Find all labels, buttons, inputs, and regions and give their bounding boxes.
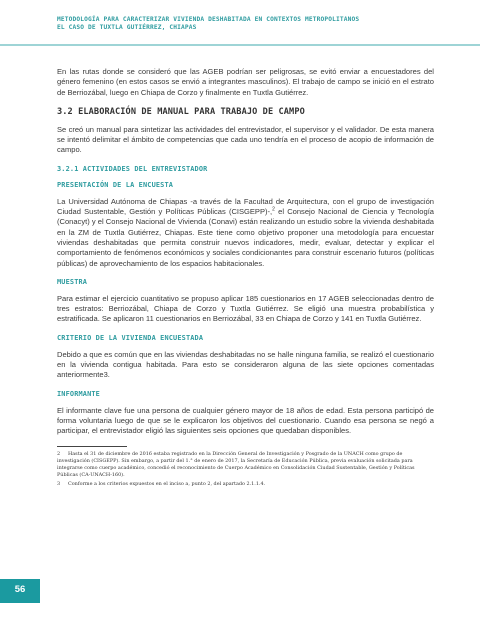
footnote-3 <box>57 481 434 488</box>
footnote-number: 3 <box>57 481 61 488</box>
header-title-line2: EL CASO DE TUXTLA GUTIÉRREZ, CHIAPAS <box>57 24 197 31</box>
heading-muestra: MUESTRA <box>57 277 88 286</box>
page-content <box>57 67 434 491</box>
subsection-heading-3-2-1: 3.2.1 ACTIVIDADES DEL ENTREVISTADOR <box>57 164 208 173</box>
footnote-divider <box>57 446 127 447</box>
presentacion-text-b: el Consejo Nacional de Ciencia y Tecnología (Conacyt) y el Consejo Nacional de Vivienda (Conavi) están realizando un estudio sobre la vivienda deshabitada en la ZM de Tuxtla Gutiérrez, Chiapas. Este tiene como objetivo proponer una metodología para encuestar viviendas deshabitadas que permita construir nuevos indicadores, medir, evaluar, detectar y explicar el comportamiento de fenómenos económicos y sociales condicionantes para construir escenario futuros (políticas públicas) de aprovechamiento de los espacios habitacionales. <box>57 207 434 268</box>
intro-paragraph: En las rutas donde se consideró que las AGEB podrían ser peligrosas, se evitó enviar a encuestadores del género femenino (en estos casos se envió a integrantes masculinos). El trabajo de campo se inició en el estrato de Berriozábal, luego en Chiapa de Corzo y finalmente en Tuxtla Gutiérrez. <box>57 67 434 97</box>
heading-presentacion: PRESENTACIÓN DE LA ENCUESTA <box>57 180 174 189</box>
informante-paragraph: El informante clave fue una persona de cualquier género mayor de 18 años de edad. Esta persona participó de forma voluntaria luego de que se le explicaron los objetivos del cuestionario. Cuando esa persona se negó a participar, el entrevistador eligió las siguientes seis opciones que quedaban disponibles. <box>57 405 434 436</box>
heading-criterio: CRITERIO DE LA VIVIENDA ENCUESTADA <box>57 333 204 342</box>
footnote-text: Hasta el 31 de diciembre de 2016 estaba registrado en la Dirección General de Investigación y Posgrado de la UNACH como grupo de investigación (CISGEPP). Sin embargo, a partir del 1.° de enero de 2017, la Secretaría de Educación Pública, previa evaluación solicitada para integrarse como cuerpo académico, concedió el reconocimiento de Cuerpo Académico en Consolidación Ciudad Sustentable, Gestión y Políticas Públicas (CA-UNACH-160). <box>57 450 415 479</box>
footnote-number: 2 <box>57 450 61 457</box>
footnote-text: Conforme a los criterios expuestos en el inciso a, punto 2, del apartado 2.1.1.4. <box>68 481 266 488</box>
presentacion-paragraph <box>57 197 434 269</box>
section-3-2-paragraph: Se creó un manual para sintetizar las actividades del entrevistador, el supervisor y el validador. De esta manera se intentó delimitar el ámbito de competencias que cada uno tendría en el proceso de acopio de información de campo. <box>57 124 434 155</box>
muestra-paragraph: Para estimar el ejercicio cuantitativo se propuso aplicar 185 cuestionarios en 17 AGEB seleccionadas dentro de tres estratos: Berriozábal, Chiapa de Corzo y Tuxtla Gutiérrez. Se eligió una muestra probabilística y estratificada. Se aplicaron 11 cuestionarios en Berriozábal, 33 en Chiapa de Corzo y 141 en Tuxtla Gutiérrez. <box>57 293 434 324</box>
criterio-paragraph: Debido a que es común que en las viviendas deshabitadas no se halle ninguna familia, se realizó el cuestionario en la vivienda contigua habitada. Para esto se consideraron alguna de las siete opciones comentadas anteriormente3. <box>57 349 434 380</box>
footnote-2 <box>57 451 434 480</box>
header-divider <box>0 44 480 46</box>
page-number: 56 <box>14 584 26 595</box>
footnote-ref-2[interactable]: 2 <box>272 206 275 213</box>
presentacion-text-a: La Universidad Autónoma de Chiapas -a través de la Facultad de Arquitectura, con el grupo de investigación Ciudad Sustentable, Gestión y Políticas Públicas (CISGEPP)-, <box>57 196 434 217</box>
header-title-line1: METODOLOGÍA PARA CARACTERIZAR VIVIENDA DESHABITADA EN CONTEXTOS METROPOLITANOS <box>57 16 360 23</box>
running-header <box>0 0 480 46</box>
heading-informante: INFORMANTE <box>57 389 100 398</box>
section-heading-3-2: 3.2 ELABORACIÓN DE MANUAL PARA TRABAJO DE CAMPO <box>57 106 305 117</box>
